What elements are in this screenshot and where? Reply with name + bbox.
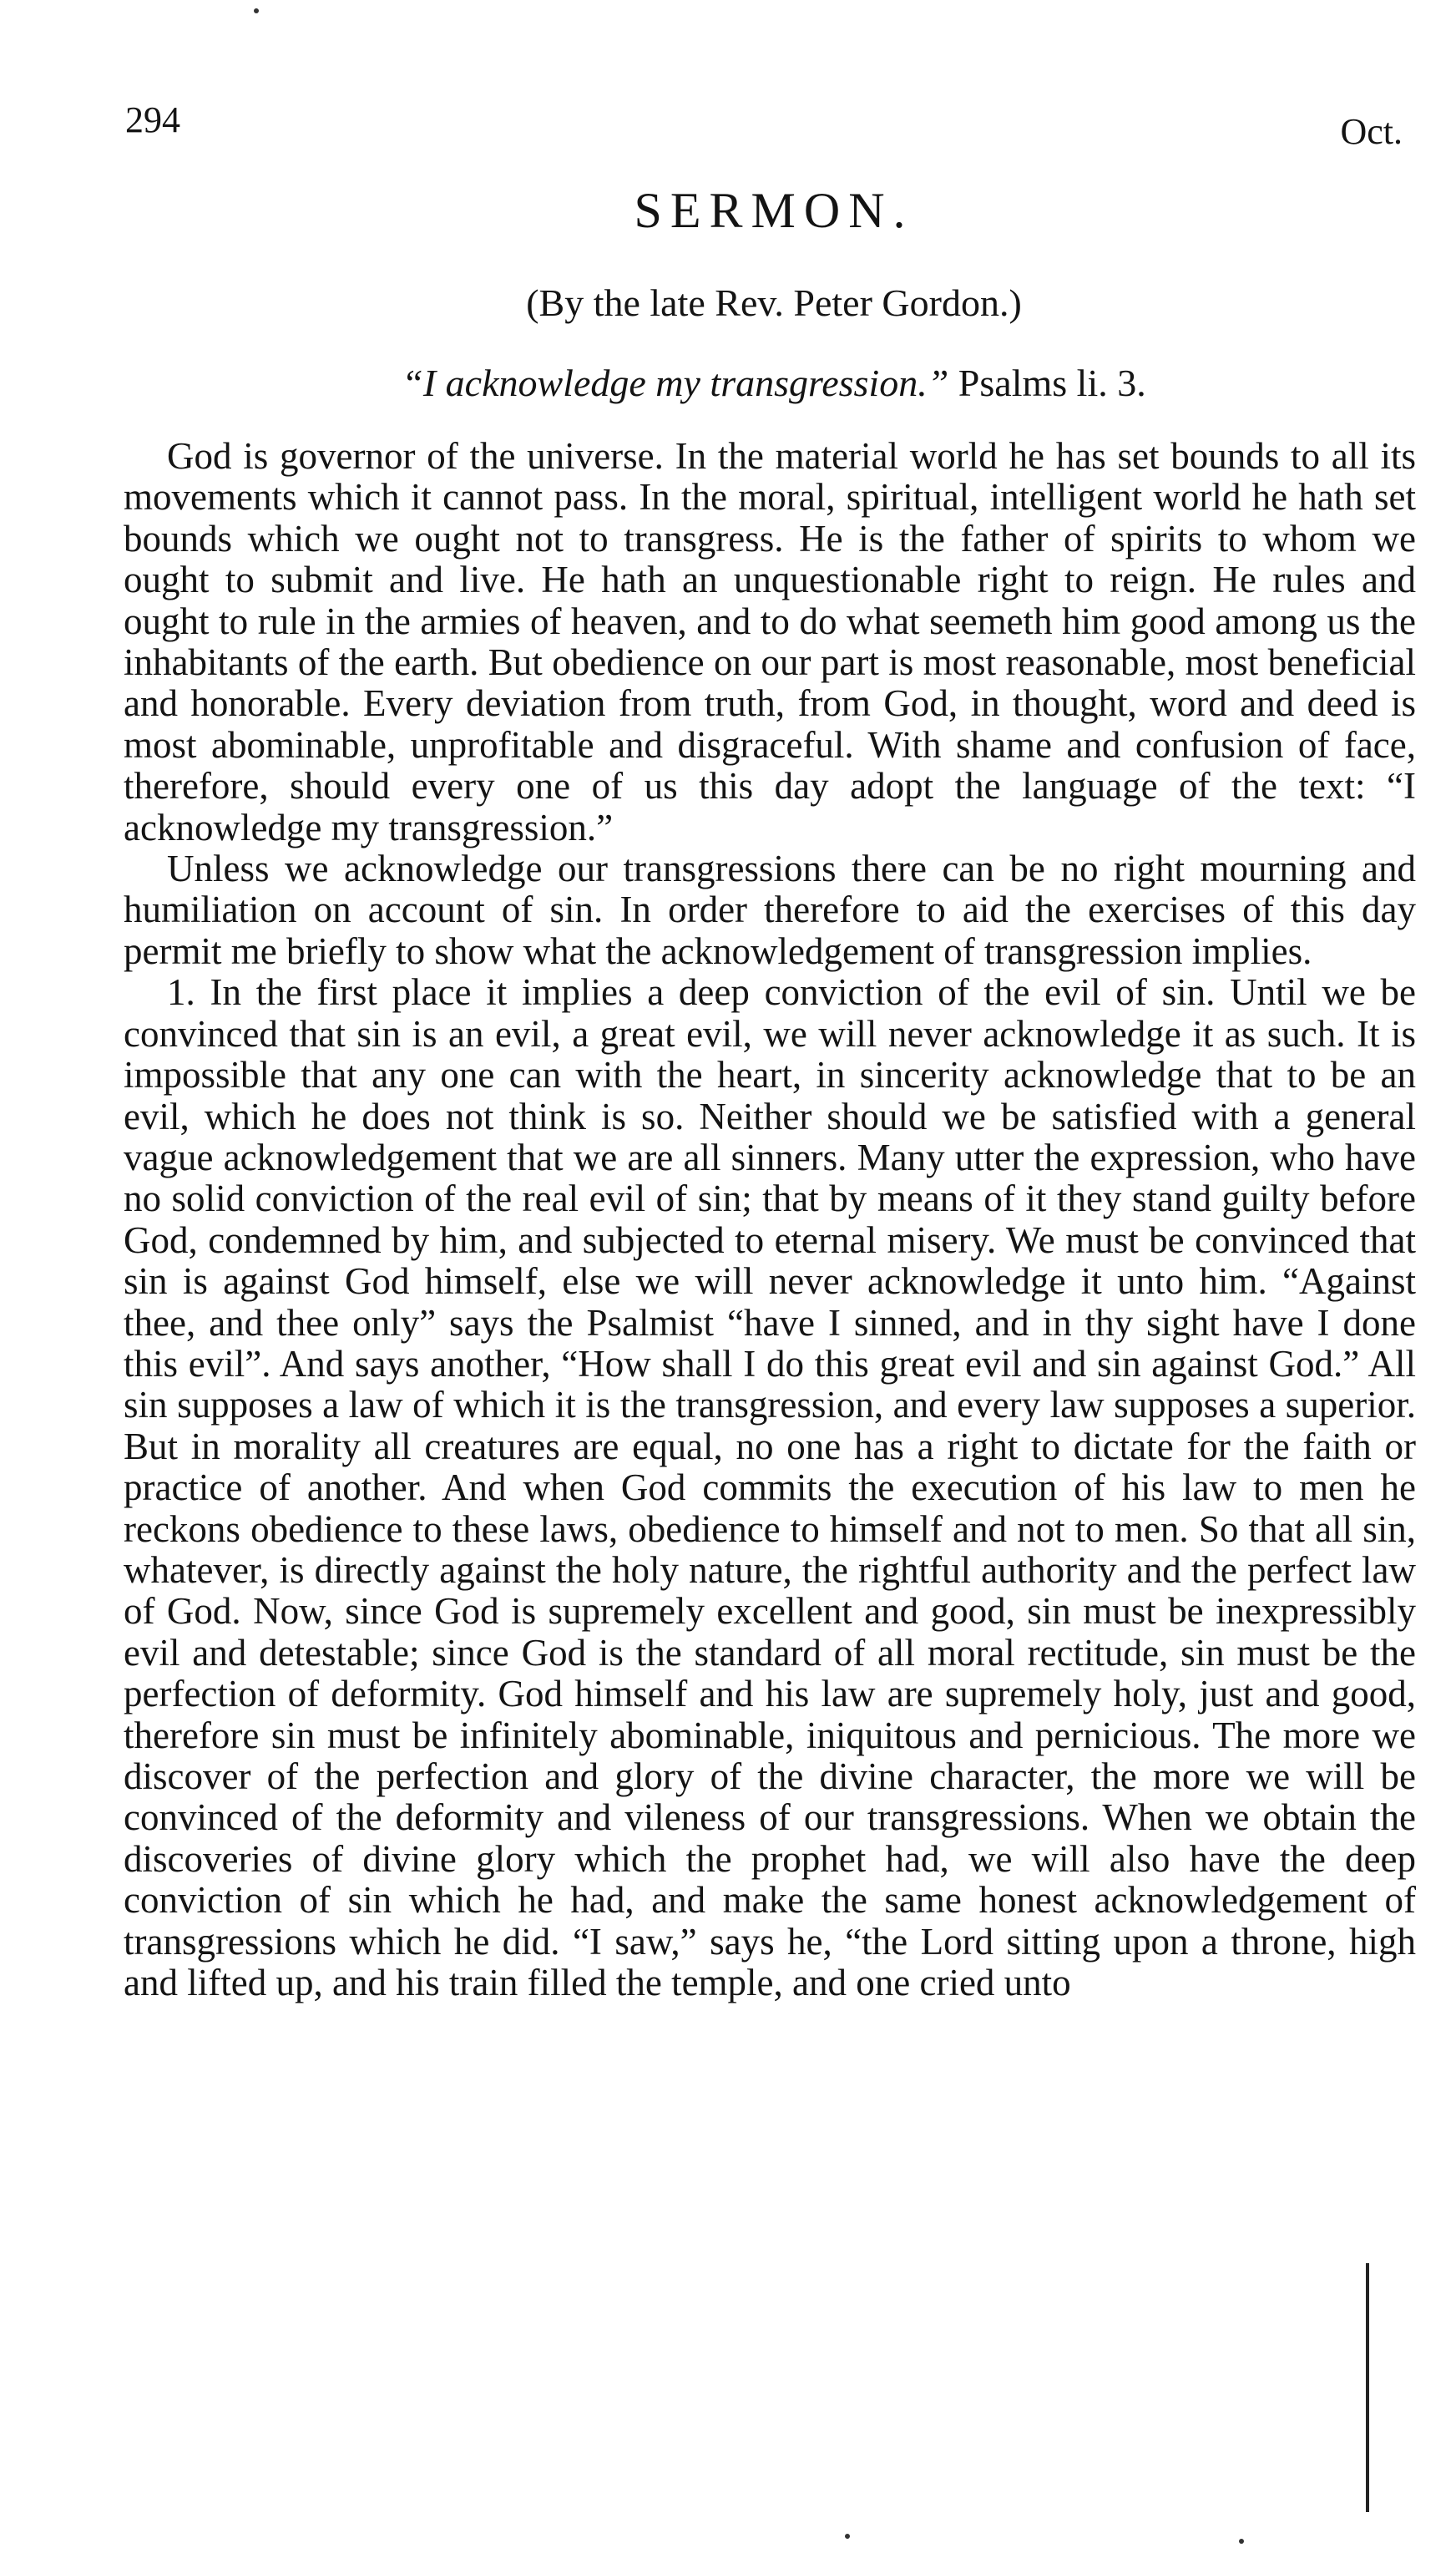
sermon-title: SERMON. <box>634 183 914 238</box>
epigraph-reference: Psalms li. 3. <box>958 362 1146 404</box>
print-speck <box>1239 2539 1244 2544</box>
paragraph-intro: God is governor of the universe. In the material world he has set bounds to all its movements which it cannot pass. In the moral, spiritual, intelligent world he hath set bounds which we ought not to transgress. He is the father of spirits to whom we ought to submit and live. He hath an unquestionable right to reign. He rules and ought to rule in the armies of heaven, and to do what seemeth him good among us the inhabitants of the earth. But obedience on our part is most reasonable, most beneficial and honorable. Every deviation from truth, from God, in thought, word and deed is most abominable, unprofitable and disgraceful. With shame and confusion of face, therefore, should every one of us this day adopt the language of the text: “I acknowledge my transgression.” <box>124 435 1416 848</box>
margin-rule <box>1366 2263 1369 2512</box>
sermon-byline: (By the late Rev. Peter Gordon.) <box>526 281 1022 324</box>
sermon-body <box>124 436 1416 2003</box>
running-head <box>125 99 1403 157</box>
print-speck <box>845 2534 850 2539</box>
scripture-epigraph <box>0 361 1456 405</box>
page-number: 294 <box>125 99 180 140</box>
paragraph-first-point: 1. In the first place it implies a deep conviction of the evil of sin. Until we be convinced that sin is an evil, a great evil, we will never acknowledge it as such. It is impossible that any one can with the heart, in sincerity acknowledge that to be an evil, which he does not think is so. Neither should we be satisfied with a general vague acknowledgement that we are all sinners. Many utter the expression, who have no solid conviction of the real evil of sin; that by means of it they stand guilty before God, condemned by him, and subjected to eternal misery. We must be convinced that sin is against God himself, else we will never acknowledge it unto him. “Against thee, and thee only” says the Psalmist “have I sinned, and in thy sight have I done this evil”. And says another, “How shall I do this great evil and sin against God.” All sin supposes a law of which it is the transgression, and every law supposes a superior. But in morality all creatures are equal, no one has a right to dictate for the faith or practice of another. And when God commits the execution of his law to men he reckons obedience to these laws, obedience to himself and not to men. So that all sin, whatever, is directly against the holy nature, the rightful authority and the perfect law of God. Now, since God is supremely excellent and good, sin must be inexpressibly evil and detestable; since God is the standard of all moral rectitude, sin must be the perfection of deformity. God himself and his law are supremely holy, just and good, therefore sin must be infinitely abominable, iniquitous and pernicious. The more we discover of the perfection and glory of the divine character, the more we will be convinced of the deformity and vileness of our transgressions. When we obtain the discoveries of divine glory which the prophet had, we will also have the deep conviction of sin which he had, and make the same honest acknowledgement of transgressions which he did. “I saw,” says he, “the Lord sitting upon a throne, high and lifted up, and his train filled the temple, and one cried unto <box>124 971 1416 2004</box>
print-speck <box>254 8 259 13</box>
epigraph-quote: “I acknowledge my transgression.” <box>402 362 949 404</box>
paragraph-acknowledge: Unless we acknowledge our transgressions there can be no right mourning and humiliation on account of sin. In order therefore to aid the exercises of this day permit me briefly to show what the acknowledgement of transgression implies. <box>124 848 1416 972</box>
running-month: Oct. <box>1340 111 1403 152</box>
